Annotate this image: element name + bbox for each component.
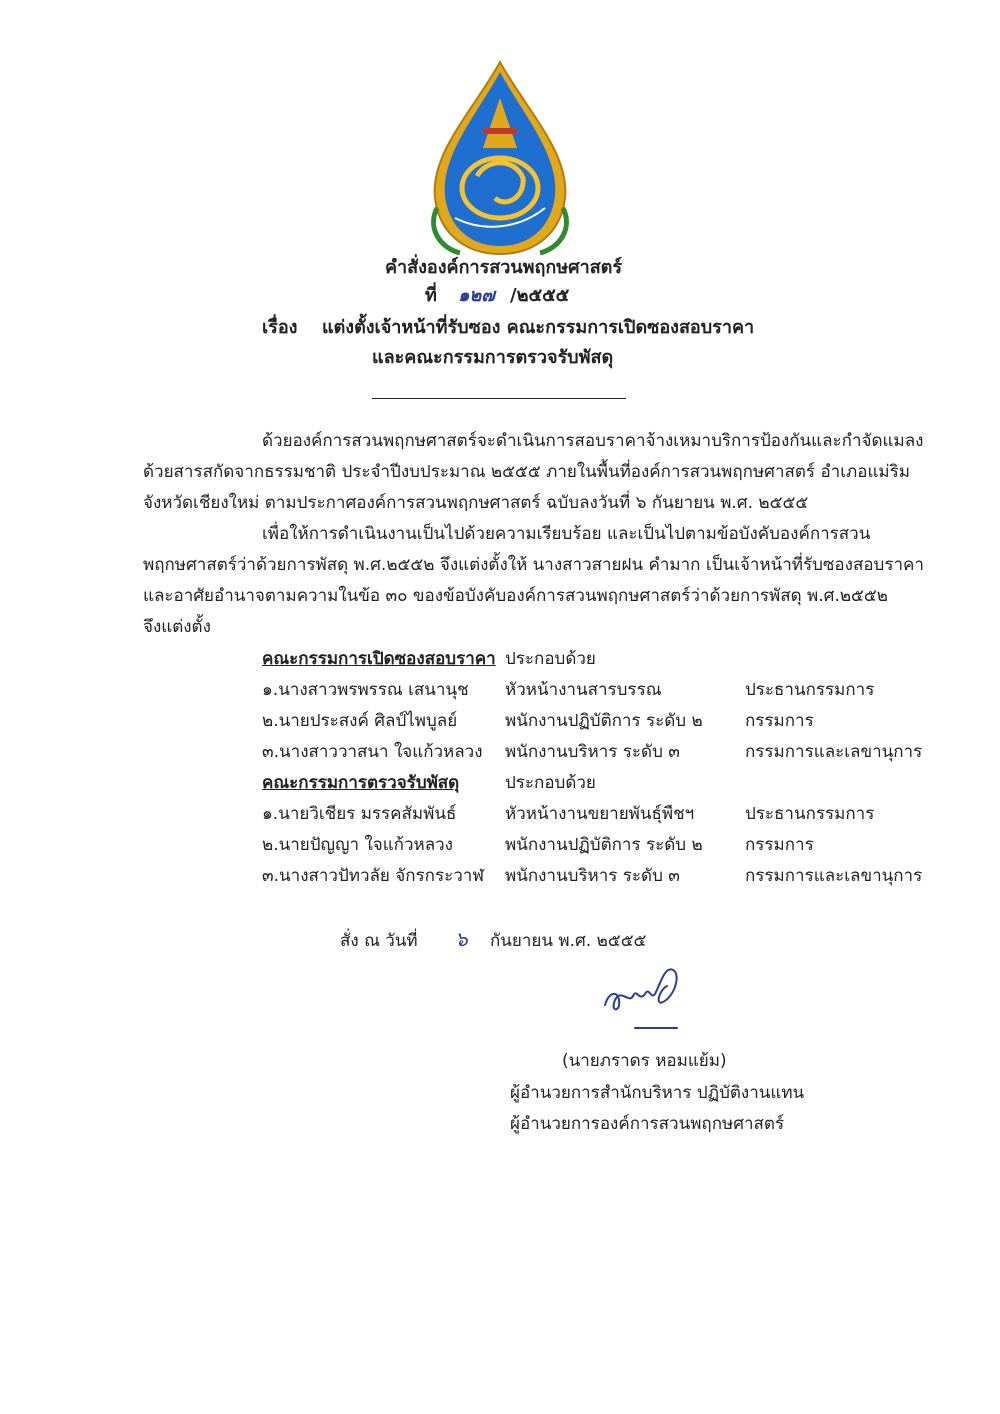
order-number-handwritten: ๑๒๗ <box>458 285 495 306</box>
order-date-prefix: สั่ง ณ วันที่ <box>340 931 418 951</box>
member-role: กรรมการและเลขานุการ <box>745 742 923 762</box>
paragraph-1-line-2: ด้วยสารสกัดจากธรรมชาติ ประจำปีงบประมาณ ๒๕๕๕ ภายในพื้นที่องค์การสวนพฤกษศาสตร์ อำเภอแม่ริม <box>143 462 910 482</box>
committee-2-consists: ประกอบด้วย <box>505 773 596 793</box>
committee-1-consists: ประกอบด้วย <box>505 649 596 669</box>
member-position: พนักงานปฏิบัติการ ระดับ ๒ <box>505 711 703 731</box>
paragraph-2-line-3: และอาศัยอำนาจตามความในข้อ ๓๐ ของข้อบังคับองค์การสวนพฤกษศาสตร์ว่าด้วยการพัสดุ พ.ศ.๒๕๕๒ <box>143 586 888 606</box>
organization-logo <box>425 58 575 258</box>
signatory-position-line-1: ผู้อำนวยการสำนักบริหาร ปฏิบัติงานแทน <box>510 1083 805 1103</box>
member-position: พนักงานบริหาร ระดับ ๓ <box>505 742 680 762</box>
paragraph-2-line-4: จึงแต่งตั้ง <box>143 617 211 637</box>
paragraph-1-line-3: จังหวัดเชียงใหม่ ตามประกาศองค์การสวนพฤกษศาสตร์ ฉบับลงวันที่ ๖ กันยายน พ.ศ. ๒๕๕๕ <box>143 493 809 513</box>
header-divider <box>372 398 626 399</box>
member-name: ๑.นายวิเชียร มรรคสัมพันธ์ <box>262 804 457 824</box>
member-name: ๑.นางสาวพรพรรณ เสนานุช <box>262 680 469 700</box>
paragraph-2-line-1: เพื่อให้การดำเนินงานเป็นไปด้วยความเรียบร้อย และเป็นไปตามข้อบังคับองค์การสวน <box>262 524 871 544</box>
subject-line-1: แต่งตั้งเจ้าหน้าที่รับซอง คณะกรรมการเปิดซองสอบราคา <box>322 317 755 338</box>
member-position: พนักงานบริหาร ระดับ ๓ <box>505 866 680 886</box>
committee-2-title: คณะกรรมการตรวจรับพัสดุ <box>262 773 460 793</box>
paragraph-1-line-1: ด้วยองค์การสวนพฤกษศาสตร์จะดำเนินการสอบราคาจ้างเหมาบริการป้องกันและกำจัดแมลง <box>262 431 924 451</box>
order-date-month-year: กันยายน พ.ศ. ๒๕๕๕ <box>490 931 647 951</box>
signatory-name: (นายภราดร หอมแย้ม) <box>562 1051 727 1071</box>
member-position: หัวหน้างานสารบรรณ <box>505 680 662 700</box>
member-role: กรรมการ <box>745 835 814 855</box>
member-position: หัวหน้างานขยายพันธุ์พืชฯ <box>505 804 695 824</box>
order-title: คำสั่งองค์การสวนพฤกษศาสตร์ <box>385 257 623 278</box>
member-position: พนักงานปฏิบัติการ ระดับ ๒ <box>505 835 703 855</box>
paragraph-2-line-2: พฤกษศาสตร์ว่าด้วยการพัสดุ พ.ศ.๒๕๕๒ จึงแต่งตั้งให้ นางสาวสายฝน คำมาก เป็นเจ้าหน้าที่รับซองสอบราคา <box>143 555 924 575</box>
member-role: ประธานกรรมการ <box>745 680 875 700</box>
member-name: ๓.นางสาววาสนา ใจแก้วหลวง <box>262 742 483 762</box>
order-date-day-handwritten: ๖ <box>455 927 468 951</box>
member-name: ๓.นางสาวปัทวลัย จักรกระวาฬ <box>262 866 484 886</box>
order-number-suffix: /๒๕๕๕ <box>510 285 570 306</box>
subject-line-2: และคณะกรรมการตรวจรับพัสดุ <box>372 347 614 368</box>
member-role: ประธานกรรมการ <box>745 804 875 824</box>
subject-label: เรื่อง <box>262 317 298 338</box>
committee-1-title: คณะกรรมการเปิดซองสอบราคา <box>262 649 496 669</box>
member-role: กรรมการ <box>745 711 814 731</box>
member-name: ๒.นายปัญญา ใจแก้วหลวง <box>262 835 453 855</box>
member-name: ๒.นายประสงค์ ศิลป์ไพบูลย์ <box>262 711 458 731</box>
order-number-prefix: ที่ <box>425 285 437 306</box>
handwritten-signature <box>595 960 695 1035</box>
member-role: กรรมการและเลขานุการ <box>745 866 923 886</box>
signatory-position-line-2: ผู้อำนวยการองค์การสวนพฤกษศาสตร์ <box>510 1114 785 1134</box>
